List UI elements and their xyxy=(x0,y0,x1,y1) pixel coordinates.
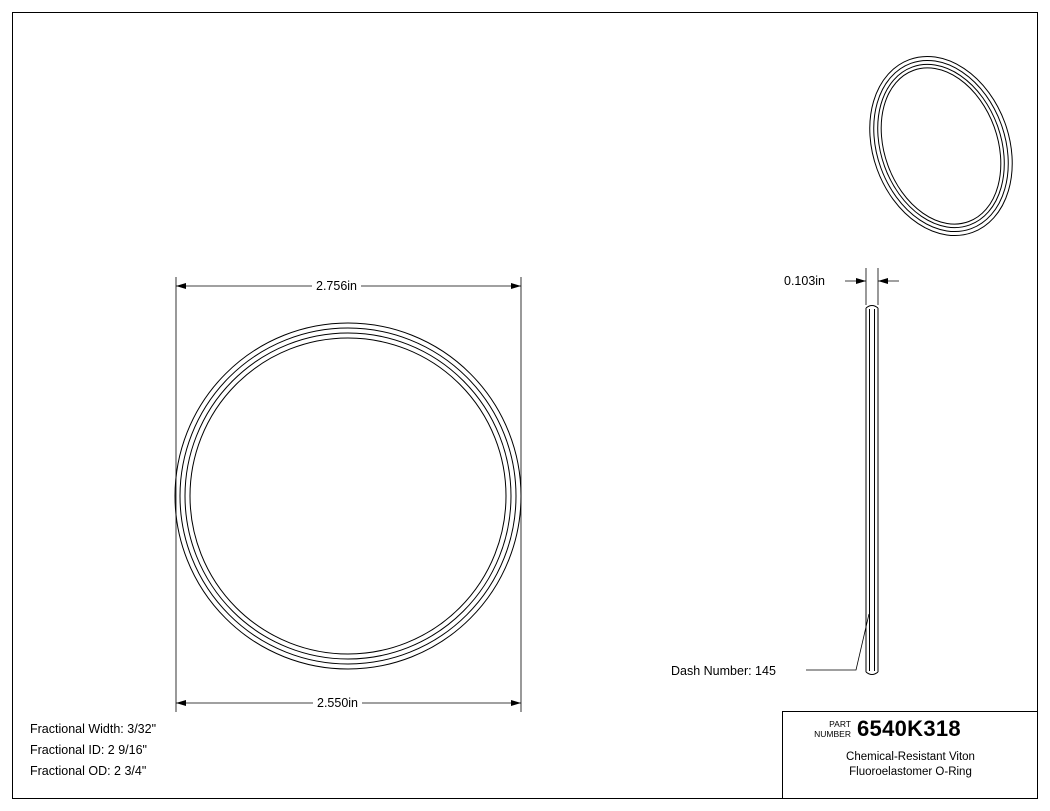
description-block xyxy=(783,750,1038,780)
width-dimension-line xyxy=(845,278,899,284)
side-view-extension-lines xyxy=(866,268,878,305)
spec-item-width: Fractional Width: 3/32" xyxy=(30,722,157,736)
dash-number-leader xyxy=(806,614,869,670)
spec-list xyxy=(30,719,156,782)
part-number-value: 6540K318 xyxy=(857,716,961,741)
od-dimension-label: 2.756in xyxy=(312,279,361,293)
width-dimension-label: 0.103in xyxy=(780,274,829,288)
description-line-2: Fluoroelastomer O-Ring xyxy=(849,766,972,778)
spec-item-id: Fractional ID: 2 9/16" xyxy=(30,743,147,757)
description-line-1: Chemical-Resistant Viton xyxy=(846,751,975,763)
part-number-label xyxy=(803,719,851,739)
part-number-label-line1: PART xyxy=(829,719,851,729)
title-block xyxy=(782,711,1038,799)
part-number-label-line2: NUMBER xyxy=(814,729,851,739)
isometric-oring xyxy=(846,36,1037,255)
front-view-extension-lines xyxy=(176,277,521,712)
part-number-row xyxy=(783,712,1038,746)
spec-item-od: Fractional OD: 2 3/4" xyxy=(30,764,147,778)
dash-number-label: Dash Number: 145 xyxy=(671,664,776,678)
id-dimension-label: 2.550in xyxy=(313,696,362,710)
front-view-oring xyxy=(175,323,521,669)
